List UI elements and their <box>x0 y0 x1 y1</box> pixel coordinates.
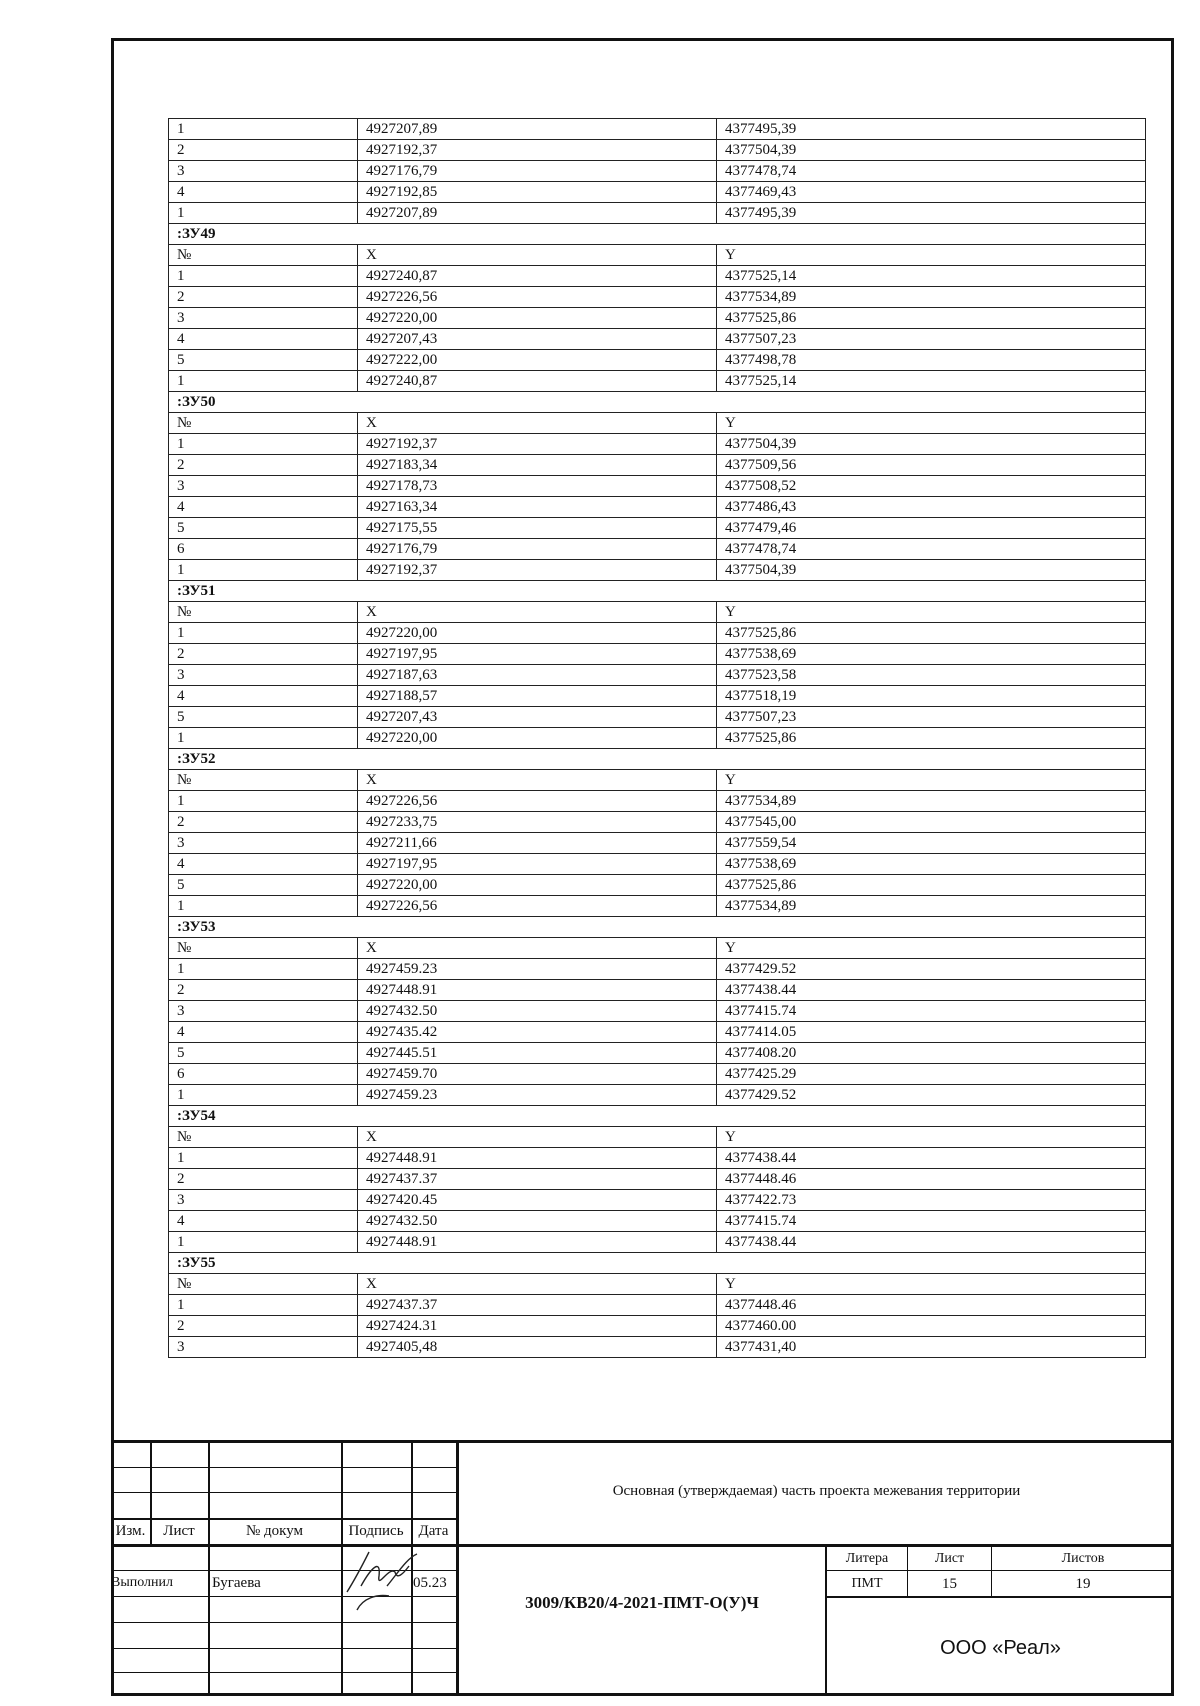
plot-title-row <box>169 1253 1146 1274</box>
point-number: 3 <box>169 1337 358 1358</box>
x-coordinate: 4927420.45 <box>358 1190 717 1211</box>
y-coordinate: 4377507,23 <box>717 707 1146 728</box>
point-number: 5 <box>169 875 358 896</box>
signature-image <box>337 1546 427 1612</box>
table-row <box>169 182 1146 203</box>
table-row <box>169 896 1146 917</box>
table-row <box>169 350 1146 371</box>
header-cell: № <box>169 1127 358 1148</box>
plot-title: :ЗУ50 <box>169 392 1146 413</box>
point-number: 1 <box>169 1085 358 1106</box>
table-row <box>169 707 1146 728</box>
header-cell: X <box>358 245 717 266</box>
y-coordinate: 4377525,86 <box>717 308 1146 329</box>
table-row <box>169 329 1146 350</box>
point-number: 1 <box>169 791 358 812</box>
plot-title-row <box>169 224 1146 245</box>
point-number: 5 <box>169 1043 358 1064</box>
plot-header-row <box>169 1127 1146 1148</box>
y-coordinate: 4377431,40 <box>717 1337 1146 1358</box>
point-number: 5 <box>169 518 358 539</box>
point-number: 1 <box>169 1232 358 1253</box>
point-number: 3 <box>169 1190 358 1211</box>
point-number: 1 <box>169 728 358 749</box>
x-coordinate: 4927207,43 <box>358 329 717 350</box>
x-coordinate: 4927192,37 <box>358 140 717 161</box>
document-code: 3009/КВ20/4-2021-ПМТ-О(У)Ч <box>525 1593 759 1612</box>
y-coordinate: 4377525,86 <box>717 875 1146 896</box>
sheet-label: Лист <box>934 1551 965 1566</box>
table-row <box>169 1295 1146 1316</box>
header-cell: № <box>169 938 358 959</box>
table-row <box>169 371 1146 392</box>
point-number: 1 <box>169 560 358 581</box>
point-number: 1 <box>169 119 358 140</box>
point-number: 1 <box>169 623 358 644</box>
y-coordinate: 4377414.05 <box>717 1022 1146 1043</box>
y-coordinate: 4377495,39 <box>717 203 1146 224</box>
table-row <box>169 497 1146 518</box>
table-row <box>169 959 1146 980</box>
y-coordinate: 4377504,39 <box>717 140 1146 161</box>
point-number: 3 <box>169 308 358 329</box>
y-coordinate: 4377507,23 <box>717 329 1146 350</box>
point-number: 3 <box>169 833 358 854</box>
point-number: 6 <box>169 1064 358 1085</box>
project-title: Основная (утверждаемая) часть проекта межевания территории <box>612 1483 1021 1499</box>
plot-header-row <box>169 245 1146 266</box>
table-row <box>169 308 1146 329</box>
table-row <box>169 161 1146 182</box>
y-coordinate: 4377422.73 <box>717 1190 1146 1211</box>
y-coordinate: 4377534,89 <box>717 287 1146 308</box>
table-row <box>169 980 1146 1001</box>
table-row <box>169 1064 1146 1085</box>
x-coordinate: 4927405,48 <box>358 1337 717 1358</box>
y-coordinate: 4377429.52 <box>717 1085 1146 1106</box>
point-number: 4 <box>169 182 358 203</box>
table-row <box>169 1001 1146 1022</box>
point-number: 4 <box>169 1211 358 1232</box>
x-coordinate: 4927424.31 <box>358 1316 717 1337</box>
point-number: 3 <box>169 665 358 686</box>
litera-label: Литера <box>845 1551 889 1566</box>
header-cell: № <box>169 1274 358 1295</box>
x-coordinate: 4927187,63 <box>358 665 717 686</box>
y-coordinate: 4377508,52 <box>717 476 1146 497</box>
plot-title: :ЗУ52 <box>169 749 1146 770</box>
x-coordinate: 4927226,56 <box>358 896 717 917</box>
point-number: 4 <box>169 497 358 518</box>
y-coordinate: 4377509,56 <box>717 455 1146 476</box>
point-number: 3 <box>169 161 358 182</box>
table-row <box>169 1148 1146 1169</box>
point-number: 2 <box>169 1169 358 1190</box>
point-number: 1 <box>169 1148 358 1169</box>
sheet-count: 19 <box>1075 1576 1091 1592</box>
header-cell: № <box>169 770 358 791</box>
x-coordinate: 4927432.50 <box>358 1211 717 1232</box>
y-coordinate: 4377438.44 <box>717 1148 1146 1169</box>
x-coordinate: 4927197,95 <box>358 854 717 875</box>
table-row <box>169 623 1146 644</box>
table-row <box>169 1337 1146 1358</box>
table-row <box>169 287 1146 308</box>
table-row <box>169 728 1146 749</box>
point-number: 2 <box>169 455 358 476</box>
y-coordinate: 4377523,58 <box>717 665 1146 686</box>
header-cell: № <box>169 413 358 434</box>
x-coordinate: 4927176,79 <box>358 161 717 182</box>
point-number: 4 <box>169 329 358 350</box>
table-row <box>169 560 1146 581</box>
header-cell: Y <box>717 1274 1146 1295</box>
header-cell: Y <box>717 413 1146 434</box>
y-coordinate: 4377425.29 <box>717 1064 1146 1085</box>
header-cell: X <box>358 1127 717 1148</box>
table-row <box>169 686 1146 707</box>
header-cell: Y <box>717 602 1146 623</box>
y-coordinate: 4377559,54 <box>717 833 1146 854</box>
company-name: ООО «Реал» <box>940 1637 1061 1659</box>
plot-header-row <box>169 1274 1146 1295</box>
y-coordinate: 4377486,43 <box>717 497 1146 518</box>
col-header-date: Дата <box>418 1523 449 1539</box>
y-coordinate: 4377525,86 <box>717 728 1146 749</box>
point-number: 1 <box>169 203 358 224</box>
table-row <box>169 665 1146 686</box>
plot-title-row <box>169 917 1146 938</box>
x-coordinate: 4927207,89 <box>358 119 717 140</box>
x-coordinate: 4927192,85 <box>358 182 717 203</box>
coordinates-table <box>168 118 1146 1358</box>
plot-header-row <box>169 602 1146 623</box>
table-row <box>169 266 1146 287</box>
y-coordinate: 4377478,74 <box>717 161 1146 182</box>
y-coordinate: 4377525,14 <box>717 371 1146 392</box>
x-coordinate: 4927183,34 <box>358 455 717 476</box>
x-coordinate: 4927459.70 <box>358 1064 717 1085</box>
point-number: 4 <box>169 1022 358 1043</box>
y-coordinate: 4377498,78 <box>717 350 1146 371</box>
x-coordinate: 4927437.37 <box>358 1295 717 1316</box>
plot-title: :ЗУ55 <box>169 1253 1146 1274</box>
header-cell: № <box>169 602 358 623</box>
header-cell: X <box>358 1274 717 1295</box>
y-coordinate: 4377525,86 <box>717 623 1146 644</box>
x-coordinate: 4927435.42 <box>358 1022 717 1043</box>
x-coordinate: 4927448.91 <box>358 1232 717 1253</box>
x-coordinate: 4927197,95 <box>358 644 717 665</box>
litera-value: ПМТ <box>851 1576 883 1591</box>
x-coordinate: 4927176,79 <box>358 539 717 560</box>
x-coordinate: 4927220,00 <box>358 728 717 749</box>
point-number: 2 <box>169 812 358 833</box>
point-number: 4 <box>169 686 358 707</box>
performer-date: 05.23 <box>413 1575 447 1591</box>
y-coordinate: 4377518,19 <box>717 686 1146 707</box>
y-coordinate: 4377495,39 <box>717 119 1146 140</box>
x-coordinate: 4927175,55 <box>358 518 717 539</box>
x-coordinate: 4927207,43 <box>358 707 717 728</box>
table-row <box>169 455 1146 476</box>
x-coordinate: 4927220,00 <box>358 623 717 644</box>
header-cell: Y <box>717 1127 1146 1148</box>
point-number: 3 <box>169 476 358 497</box>
x-coordinate: 4927220,00 <box>358 875 717 896</box>
col-header-sign: Подпись <box>348 1523 404 1539</box>
y-coordinate: 4377479,46 <box>717 518 1146 539</box>
x-coordinate: 4927207,89 <box>358 203 717 224</box>
table-row <box>169 1169 1146 1190</box>
x-coordinate: 4927178,73 <box>358 476 717 497</box>
y-coordinate: 4377538,69 <box>717 854 1146 875</box>
performer-name: Бугаева <box>212 1575 261 1591</box>
col-header-list: Лист <box>163 1523 195 1539</box>
x-coordinate: 4927192,37 <box>358 434 717 455</box>
x-coordinate: 4927192,37 <box>358 560 717 581</box>
table-row <box>169 1022 1146 1043</box>
coordinates-table-body <box>169 119 1146 1358</box>
plot-header-row <box>169 938 1146 959</box>
y-coordinate: 4377534,89 <box>717 791 1146 812</box>
point-number: 1 <box>169 1295 358 1316</box>
y-coordinate: 4377448.46 <box>717 1169 1146 1190</box>
table-row <box>169 140 1146 161</box>
x-coordinate: 4927226,56 <box>358 287 717 308</box>
table-row <box>169 119 1146 140</box>
y-coordinate: 4377545,00 <box>717 812 1146 833</box>
y-coordinate: 4377460.00 <box>717 1316 1146 1337</box>
y-coordinate: 4377538,69 <box>717 644 1146 665</box>
table-row <box>169 203 1146 224</box>
point-number: 1 <box>169 371 358 392</box>
col-header-izm: Изм. <box>115 1523 146 1539</box>
header-cell: X <box>358 938 717 959</box>
table-row <box>169 1316 1146 1337</box>
plot-title-row <box>169 581 1146 602</box>
point-number: 4 <box>169 854 358 875</box>
table-row <box>169 812 1146 833</box>
header-cell: X <box>358 770 717 791</box>
table-row <box>169 644 1146 665</box>
header-cell: № <box>169 245 358 266</box>
x-coordinate: 4927226,56 <box>358 791 717 812</box>
y-coordinate: 4377415.74 <box>717 1001 1146 1022</box>
y-coordinate: 4377534,89 <box>717 896 1146 917</box>
x-coordinate: 4927459.23 <box>358 959 717 980</box>
x-coordinate: 4927222,00 <box>358 350 717 371</box>
y-coordinate: 4377408.20 <box>717 1043 1146 1064</box>
y-coordinate: 4377504,39 <box>717 434 1146 455</box>
table-row <box>169 875 1146 896</box>
x-coordinate: 4927432.50 <box>358 1001 717 1022</box>
table-row <box>169 1085 1146 1106</box>
y-coordinate: 4377504,39 <box>717 560 1146 581</box>
point-number: 5 <box>169 350 358 371</box>
x-coordinate: 4927188,57 <box>358 686 717 707</box>
sheet-number: 15 <box>942 1576 957 1592</box>
y-coordinate: 4377438.44 <box>717 1232 1146 1253</box>
y-coordinate: 4377469,43 <box>717 182 1146 203</box>
title-block <box>111 1440 1174 1696</box>
y-coordinate: 4377415.74 <box>717 1211 1146 1232</box>
performer-role: Выполнил <box>111 1575 174 1590</box>
plot-title: :ЗУ49 <box>169 224 1146 245</box>
x-coordinate: 4927448.91 <box>358 980 717 1001</box>
x-coordinate: 4927437.37 <box>358 1169 717 1190</box>
sheets-label: Листов <box>1061 1551 1105 1566</box>
y-coordinate: 4377429.52 <box>717 959 1146 980</box>
table-row <box>169 476 1146 497</box>
plot-title: :ЗУ51 <box>169 581 1146 602</box>
x-coordinate: 4927459.23 <box>358 1085 717 1106</box>
plot-title-row <box>169 1106 1146 1127</box>
plot-title: :ЗУ54 <box>169 1106 1146 1127</box>
point-number: 3 <box>169 1001 358 1022</box>
table-row <box>169 539 1146 560</box>
x-coordinate: 4927233,75 <box>358 812 717 833</box>
point-number: 1 <box>169 266 358 287</box>
point-number: 2 <box>169 140 358 161</box>
header-cell: X <box>358 413 717 434</box>
x-coordinate: 4927220,00 <box>358 308 717 329</box>
table-row <box>169 1190 1146 1211</box>
table-row <box>169 518 1146 539</box>
point-number: 2 <box>169 644 358 665</box>
header-cell: Y <box>717 938 1146 959</box>
table-row <box>169 434 1146 455</box>
table-row <box>169 791 1146 812</box>
x-coordinate: 4927240,87 <box>358 371 717 392</box>
point-number: 1 <box>169 959 358 980</box>
table-row <box>169 1211 1146 1232</box>
x-coordinate: 4927240,87 <box>358 266 717 287</box>
plot-header-row <box>169 770 1146 791</box>
table-row <box>169 833 1146 854</box>
col-header-doc: № докум <box>245 1523 304 1539</box>
table-row <box>169 1043 1146 1064</box>
y-coordinate: 4377525,14 <box>717 266 1146 287</box>
table-row <box>169 1232 1146 1253</box>
x-coordinate: 4927163,34 <box>358 497 717 518</box>
x-coordinate: 4927445.51 <box>358 1043 717 1064</box>
header-cell: Y <box>717 770 1146 791</box>
point-number: 2 <box>169 1316 358 1337</box>
point-number: 1 <box>169 896 358 917</box>
point-number: 1 <box>169 434 358 455</box>
point-number: 2 <box>169 980 358 1001</box>
point-number: 6 <box>169 539 358 560</box>
y-coordinate: 4377438.44 <box>717 980 1146 1001</box>
point-number: 5 <box>169 707 358 728</box>
plot-header-row <box>169 413 1146 434</box>
table-row <box>169 854 1146 875</box>
x-coordinate: 4927448.91 <box>358 1148 717 1169</box>
plot-title-row <box>169 749 1146 770</box>
x-coordinate: 4927211,66 <box>358 833 717 854</box>
plot-title-row <box>169 392 1146 413</box>
plot-title: :ЗУ53 <box>169 917 1146 938</box>
y-coordinate: 4377448.46 <box>717 1295 1146 1316</box>
point-number: 2 <box>169 287 358 308</box>
header-cell: Y <box>717 245 1146 266</box>
header-cell: X <box>358 602 717 623</box>
y-coordinate: 4377478,74 <box>717 539 1146 560</box>
